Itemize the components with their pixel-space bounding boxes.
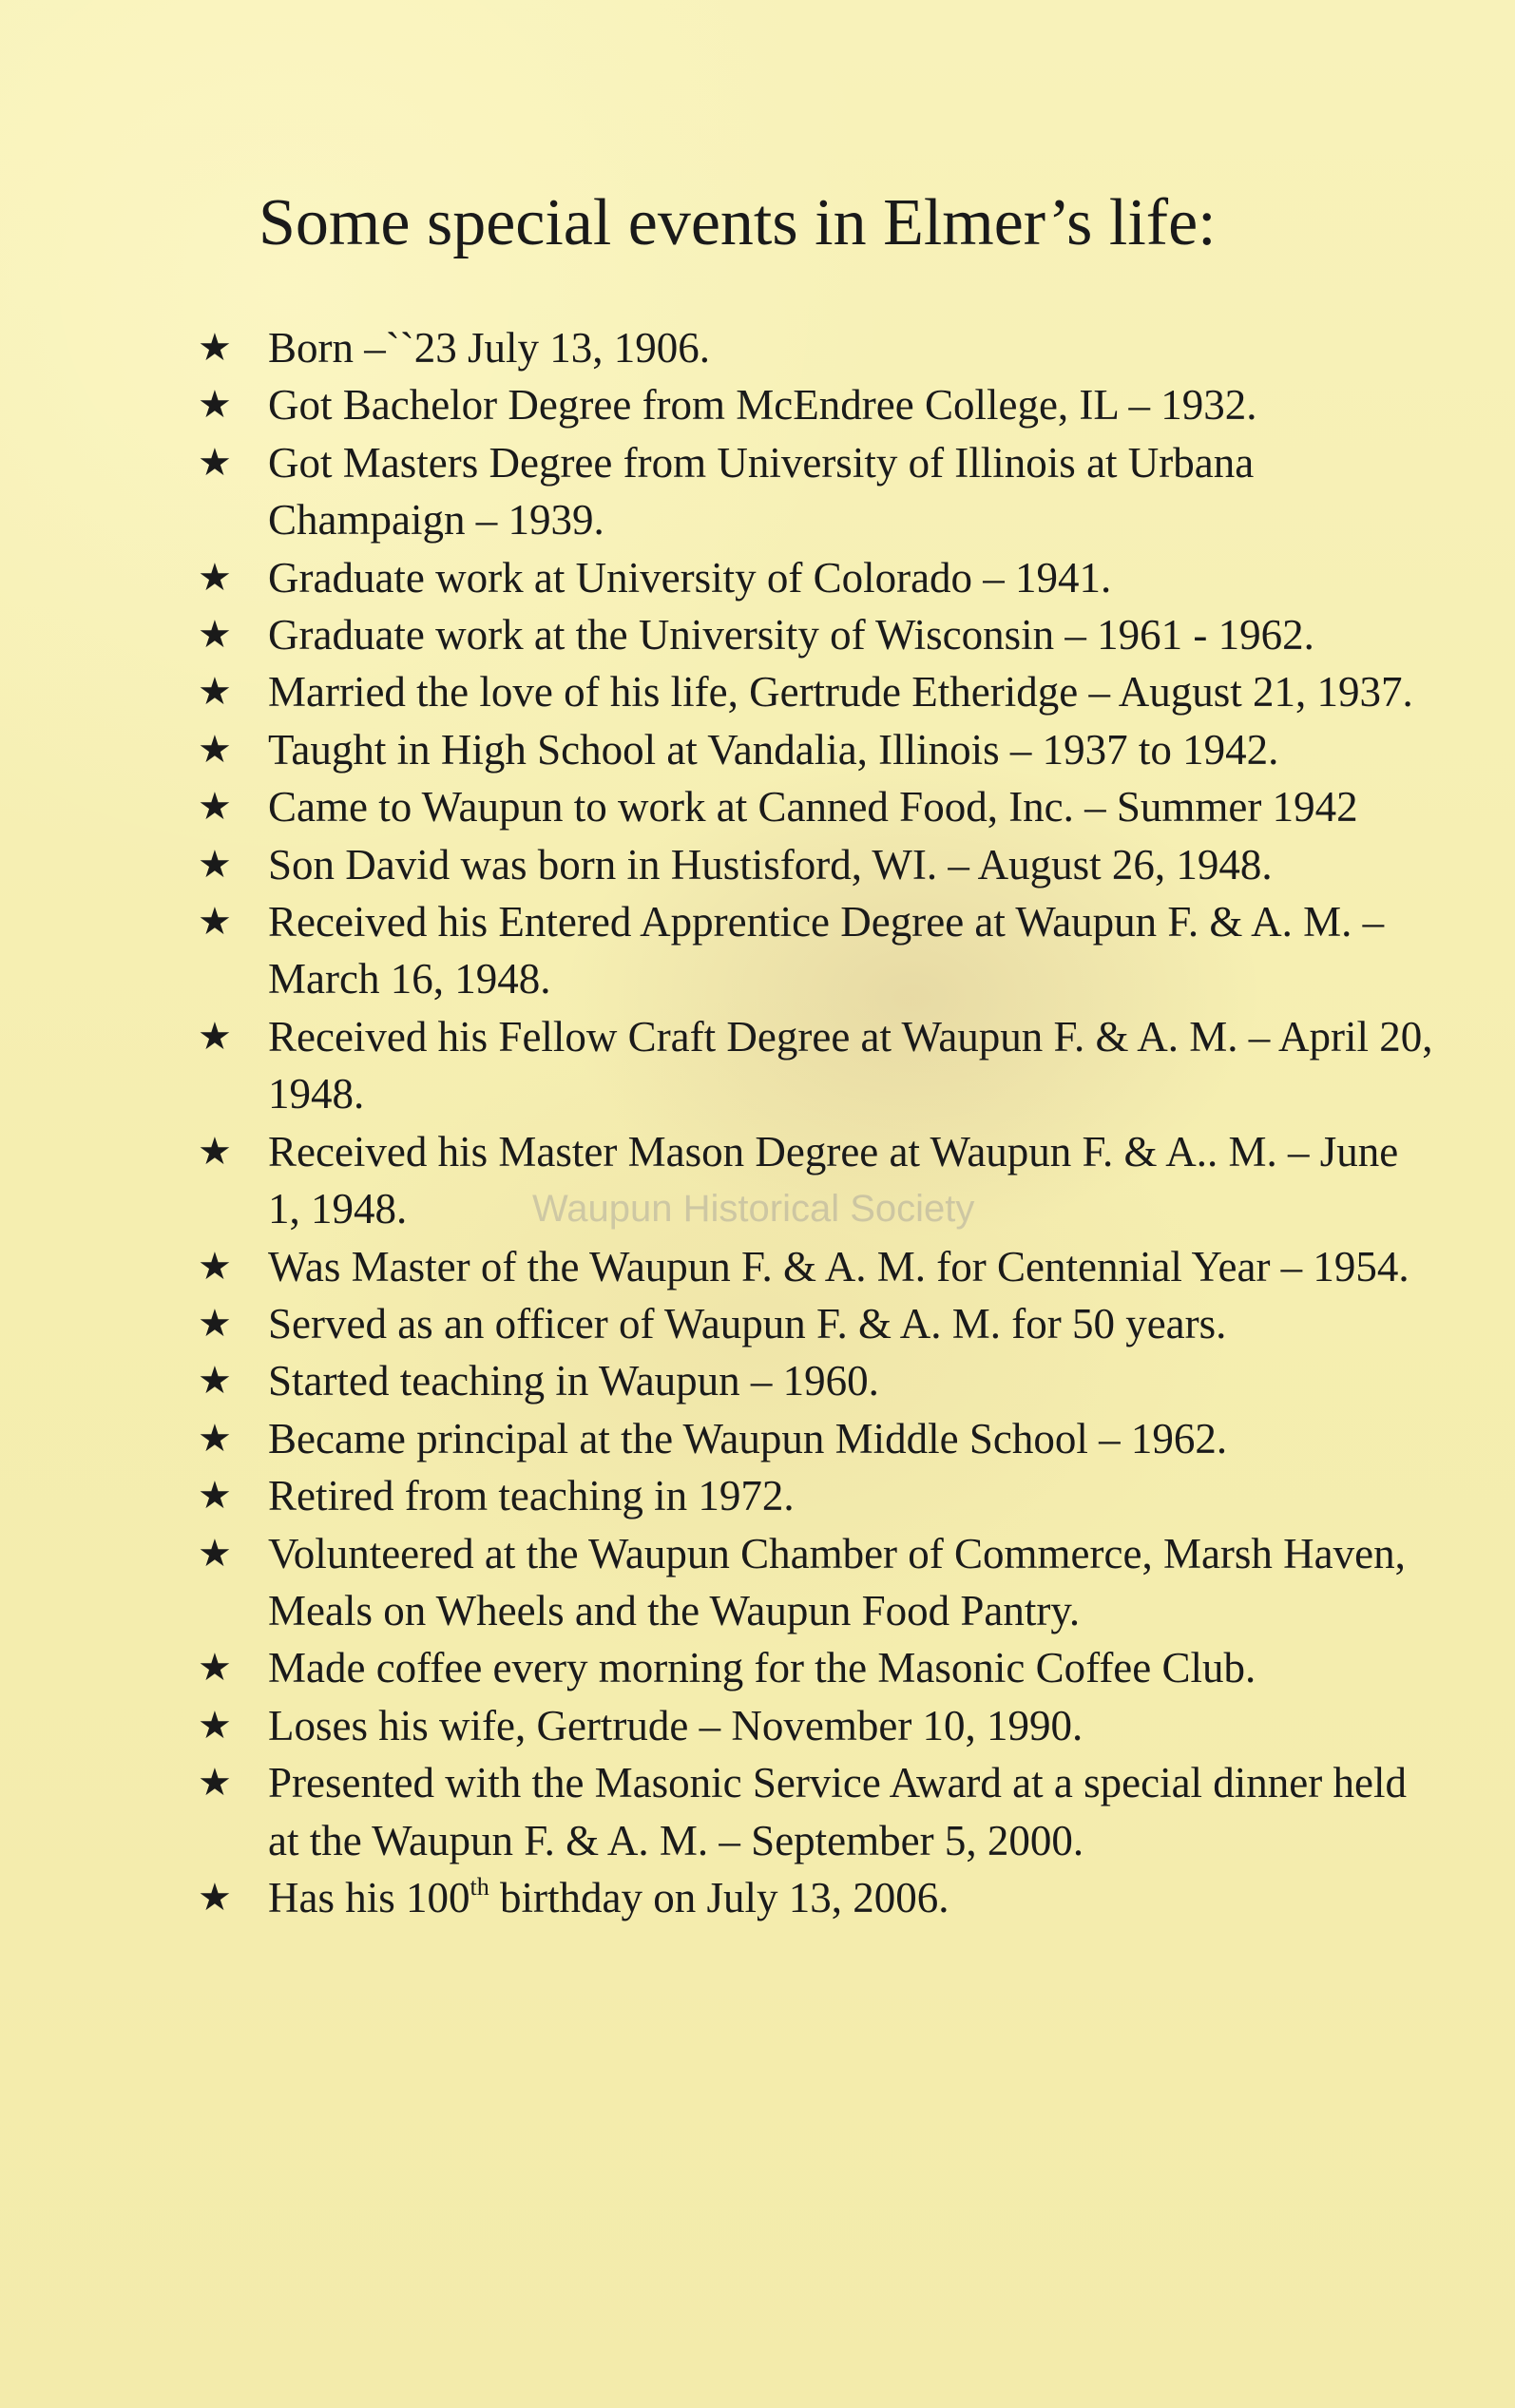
list-item (198, 1869, 1433, 1926)
list-item (198, 1238, 1433, 1295)
list-item (198, 778, 1433, 835)
list-item (198, 1525, 1433, 1640)
list-item (198, 1754, 1433, 1869)
event-text: Received his Entered Apprentice Degree at Waupun F. & A. M. – March 16, 1948. (268, 898, 1385, 1003)
star-icon: ★ (198, 1646, 232, 1691)
event-text: Married the love of his life, Gertrude Etheridge – August 21, 1937. (268, 668, 1413, 717)
events-list (198, 319, 1433, 1926)
event-text: Loses his wife, Gertrude – November 10, 1990. (268, 1701, 1084, 1749)
event-text: Born –``23 July 13, 1906. (268, 324, 710, 372)
event-text: Became principal at the Waupun Middle School – 1962. (268, 1414, 1228, 1462)
list-item (198, 1123, 1433, 1238)
star-icon: ★ (198, 1474, 232, 1519)
star-icon: ★ (198, 1416, 232, 1461)
list-item (198, 1697, 1433, 1754)
event-text: Graduate work at the University of Wisconsin – 1961 - 1962. (268, 611, 1314, 659)
list-item (198, 836, 1433, 893)
star-icon: ★ (198, 1129, 232, 1174)
star-icon: ★ (198, 383, 232, 428)
event-text: Was Master of the Waupun F. & A. M. for Centennial Year – 1954. (268, 1242, 1410, 1290)
list-item (198, 319, 1433, 376)
list-item (198, 434, 1433, 549)
list-item (198, 1352, 1433, 1409)
star-icon: ★ (198, 440, 232, 485)
event-text: Graduate work at University of Colorado – 1941. (268, 553, 1112, 602)
star-icon: ★ (198, 1531, 232, 1576)
ordinal-suffix: th (470, 1872, 489, 1901)
event-text: Son David was born in Hustisford, WI. – August 26, 1948. (268, 840, 1273, 889)
star-icon: ★ (198, 1703, 232, 1748)
star-icon: ★ (198, 670, 232, 715)
star-icon: ★ (198, 1014, 232, 1059)
list-item (198, 893, 1433, 1008)
event-text: Retired from teaching in 1972. (268, 1472, 795, 1520)
star-icon: ★ (198, 727, 232, 772)
event-text: Came to Waupun to work at Canned Food, Inc. – Summer 1942 (268, 783, 1358, 831)
list-item (198, 1008, 1433, 1123)
star-icon: ★ (198, 1761, 232, 1806)
list-item (198, 549, 1433, 606)
event-text: Started teaching in Waupun – 1960. (268, 1357, 879, 1405)
star-icon: ★ (198, 613, 232, 658)
event-text-part: birthday on July 13, 2006. (489, 1873, 949, 1921)
event-text: Volunteered at the Waupun Chamber of Commerce, Marsh Haven, Meals on Wheels and the Waupun Food Pantry. (268, 1529, 1406, 1634)
event-text (268, 1869, 1433, 1926)
event-text: Got Masters Degree from University of Illinois at Urbana Champaign – 1939. (268, 438, 1255, 545)
star-icon: ★ (198, 1301, 232, 1346)
list-item (198, 376, 1433, 433)
star-icon: ★ (198, 1244, 232, 1289)
event-text: Taught in High School at Vandalia, Illinois – 1937 to 1942. (268, 725, 1279, 774)
event-text-part: Has his 100 (268, 1873, 470, 1921)
page-title: Some special events in Elmer’s life: (259, 186, 1217, 259)
star-icon: ★ (198, 842, 232, 887)
star-icon: ★ (198, 900, 232, 945)
event-text: Received his Fellow Craft Degree at Waupun F. & A. M. – April 20, 1948. (268, 1012, 1433, 1118)
star-icon: ★ (198, 1875, 232, 1920)
list-item (198, 606, 1433, 663)
event-text: Made coffee every morning for the Masonic Coffee Club. (268, 1644, 1256, 1692)
event-text: Received his Master Mason Degree at Waupun F. & A.. M. – June 1, 1948. (268, 1127, 1399, 1233)
star-icon: ★ (198, 785, 232, 830)
event-text: Got Bachelor Degree from McEndree College, IL – 1932. (268, 381, 1257, 430)
watermark: Waupun Historical Society (532, 1188, 975, 1230)
star-icon: ★ (198, 326, 232, 370)
list-item (198, 721, 1433, 778)
list-item (198, 1639, 1433, 1696)
list-item (198, 1295, 1433, 1352)
event-text: Presented with the Masonic Service Award at a special dinner held at the Waupun F. & A. M. – September 5, 2000. (268, 1759, 1407, 1864)
list-item (198, 1467, 1433, 1524)
star-icon: ★ (198, 555, 232, 600)
event-text: Served as an officer of Waupun F. & A. M. for 50 years. (268, 1299, 1227, 1347)
list-item (198, 1410, 1433, 1467)
star-icon: ★ (198, 1359, 232, 1404)
list-item (198, 663, 1433, 720)
